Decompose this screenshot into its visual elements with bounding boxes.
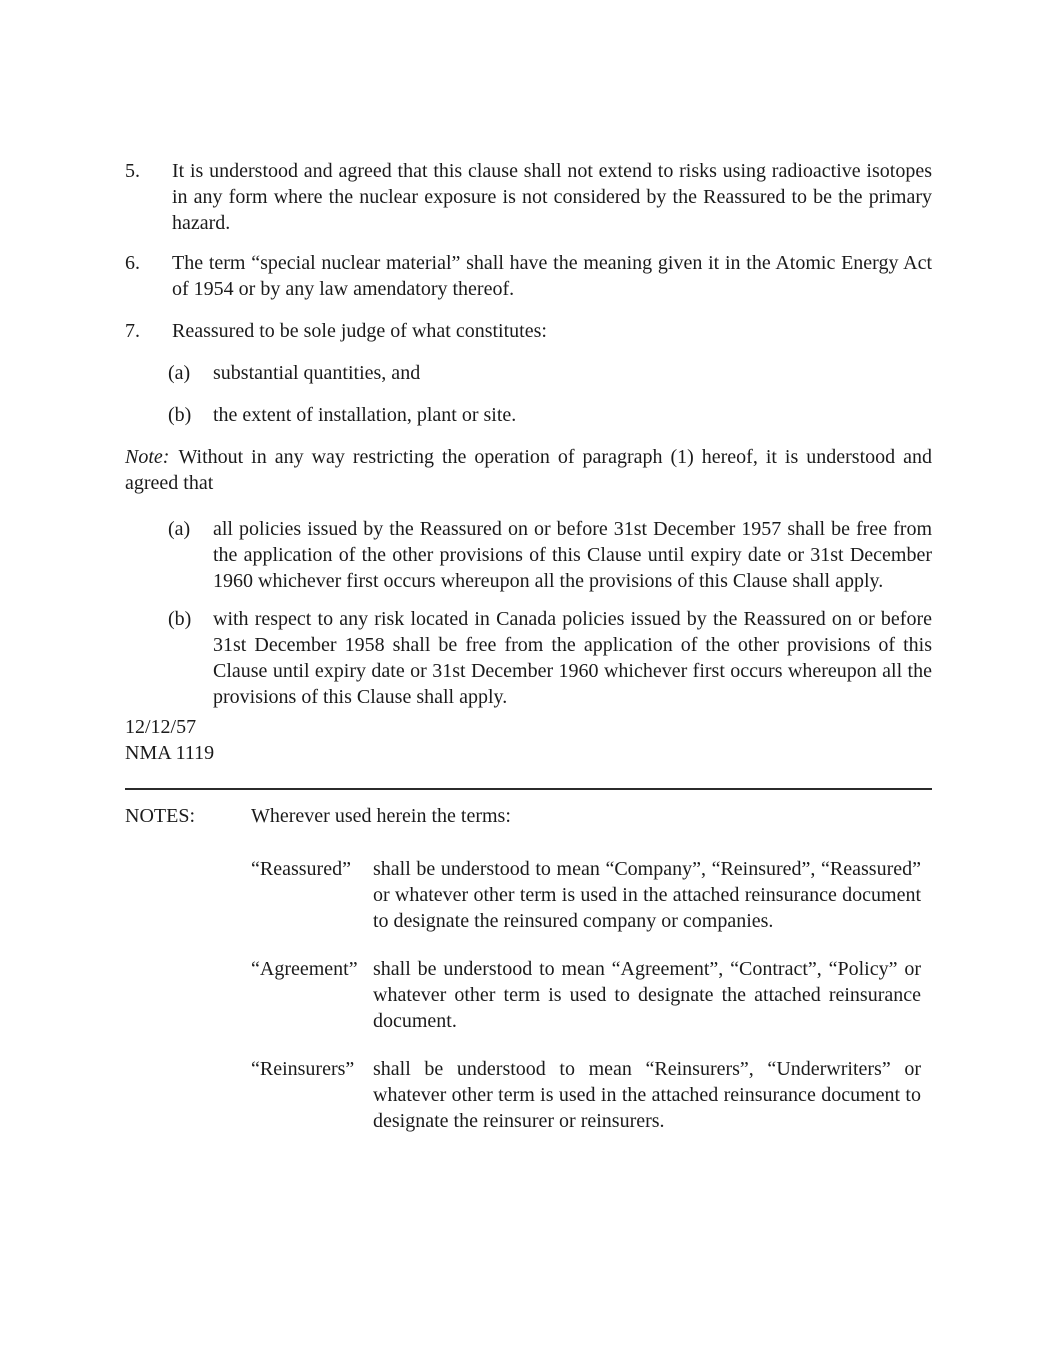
clause-5-number: 5. [125, 160, 140, 182]
note-text: Without in any way restricting the operation of paragraph (1) hereof, it is understood and agreed that [125, 446, 932, 494]
note-paragraph [125, 444, 932, 496]
clause-7-item-a [168, 360, 932, 386]
clause-5 [125, 158, 932, 236]
clause-date: 12/12/57 [125, 716, 197, 738]
term-reassured [251, 856, 932, 934]
clause-reference: NMA 1119 [125, 742, 215, 764]
clause-7-item-a-text: substantial quantities, and [213, 362, 421, 384]
term-reinsurers [251, 1056, 932, 1134]
clause-6 [125, 250, 932, 302]
note-label: Note: [125, 446, 170, 468]
notes-intro: Wherever used herein the terms: [251, 805, 511, 827]
term-reinsurers-name: “Reinsurers” [251, 1058, 355, 1080]
clause-6-text: The term “special nuclear material” shall have the meaning given it in the Atomic Energy Act of 1954 or by any law amendatory thereof. [172, 252, 932, 300]
note-item-a-text: all policies issued by the Reassured on or before 31st December 1957 shall be free from the application of the other provisions of this Clause until expiry date or 31st December 1960 whichever first occurs whereupon all the provisions of this Clause shall apply. [213, 518, 932, 592]
term-agreement-name: “Agreement” [251, 958, 358, 980]
note-item-b-text: with respect to any risk located in Canada policies issued by the Reassured on or before 31st December 1958 shall be free from the application of the other provisions of this Clause until expiry date or 31st December 1960 whichever first occurs whereupon all the provisions of this Clause shall apply. [213, 608, 932, 708]
term-agreement [251, 956, 932, 1034]
clause-7 [125, 318, 932, 344]
clause-7-item-b [168, 402, 932, 428]
note-item-b [168, 606, 932, 710]
clause-7-item-b-label: (b) [168, 404, 192, 426]
clause-7-item-a-label: (a) [168, 362, 191, 384]
note-item-a-label: (a) [168, 518, 191, 540]
note-item-a [168, 516, 932, 594]
clause-7-item-b-text: the extent of installation, plant or site. [213, 404, 517, 426]
notes-heading: NOTES: [125, 805, 195, 827]
clause-7-text: Reassured to be sole judge of what constitutes: [172, 320, 547, 342]
term-agreement-definition: shall be understood to mean “Agreement”, “Contract”, “Policy” or whatever other term is used to designate the attached reinsurance document. [373, 958, 921, 1032]
term-reinsurers-definition: shall be understood to mean “Reinsurers”, “Underwriters” or whatever other term is used in the attached reinsurance document to designate the reinsurer or reinsurers. [373, 1058, 921, 1132]
divider-rule [125, 788, 932, 790]
note-item-b-label: (b) [168, 608, 192, 630]
notes-section [125, 803, 932, 1156]
clause-5-text: It is understood and agreed that this clause shall not extend to risks using radioactive isotopes in any form where the nuclear exposure is not considered by the Reassured to be the primary hazard. [172, 160, 932, 234]
terms-list [251, 856, 932, 1134]
term-reassured-definition: shall be understood to mean “Company”, “Reinsured”, “Reassured” or whatever other term is used in the attached reinsurance document to designate the reinsured company or companies. [373, 858, 921, 932]
clause-7-number: 7. [125, 320, 140, 342]
notes-content [251, 803, 932, 1156]
term-reassured-name: “Reassured” [251, 858, 351, 880]
clause-6-number: 6. [125, 252, 140, 274]
